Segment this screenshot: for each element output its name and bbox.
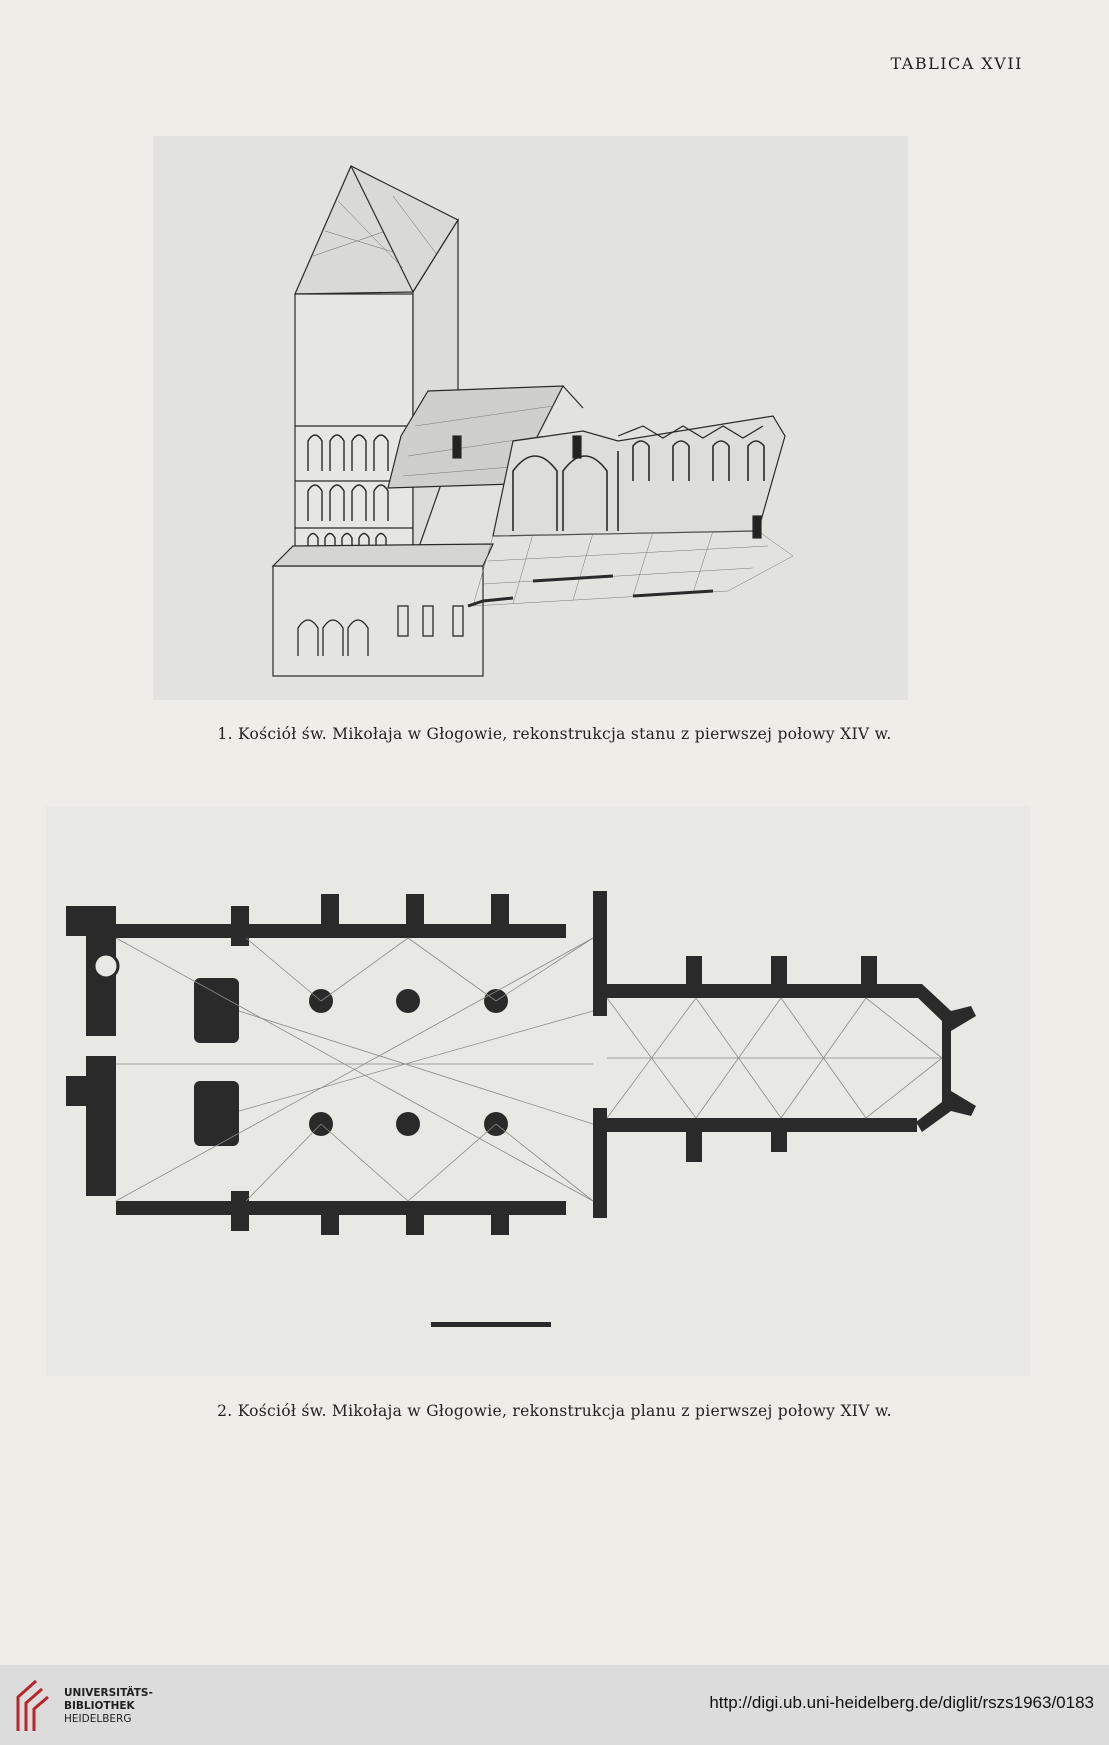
library-city: HEIDELBERG <box>64 1713 132 1725</box>
digitization-footer <box>0 1665 1109 1745</box>
heidelberg-library-logo-icon <box>14 1675 54 1733</box>
library-name-line1: UNIVERSITÄTS- <box>64 1687 153 1699</box>
church-floor-plan-drawing <box>46 806 1030 1376</box>
plate-number: TABLICA XVII <box>890 54 1023 73</box>
library-name-line2: BIBLIOTHEK <box>64 1700 135 1712</box>
figure-1-caption: 1. Kościół św. Mikołaja w Głogowie, rekonstrukcja stanu z pierwszej połowy XIV w. <box>217 725 892 743</box>
permalink-url[interactable]: http://digi.ub.uni-heidelberg.de/diglit/rszs1963/0183 <box>709 1693 1094 1712</box>
church-elevation-drawing <box>153 136 908 700</box>
figure-1-reconstruction-image <box>153 136 908 700</box>
figure-2-floor-plan-image <box>46 806 1030 1376</box>
figure-2-caption: 2. Kościół św. Mikołaja w Głogowie, rekonstrukcja planu z pierwszej połowy XIV w. <box>217 1402 892 1420</box>
library-name <box>64 1687 153 1726</box>
